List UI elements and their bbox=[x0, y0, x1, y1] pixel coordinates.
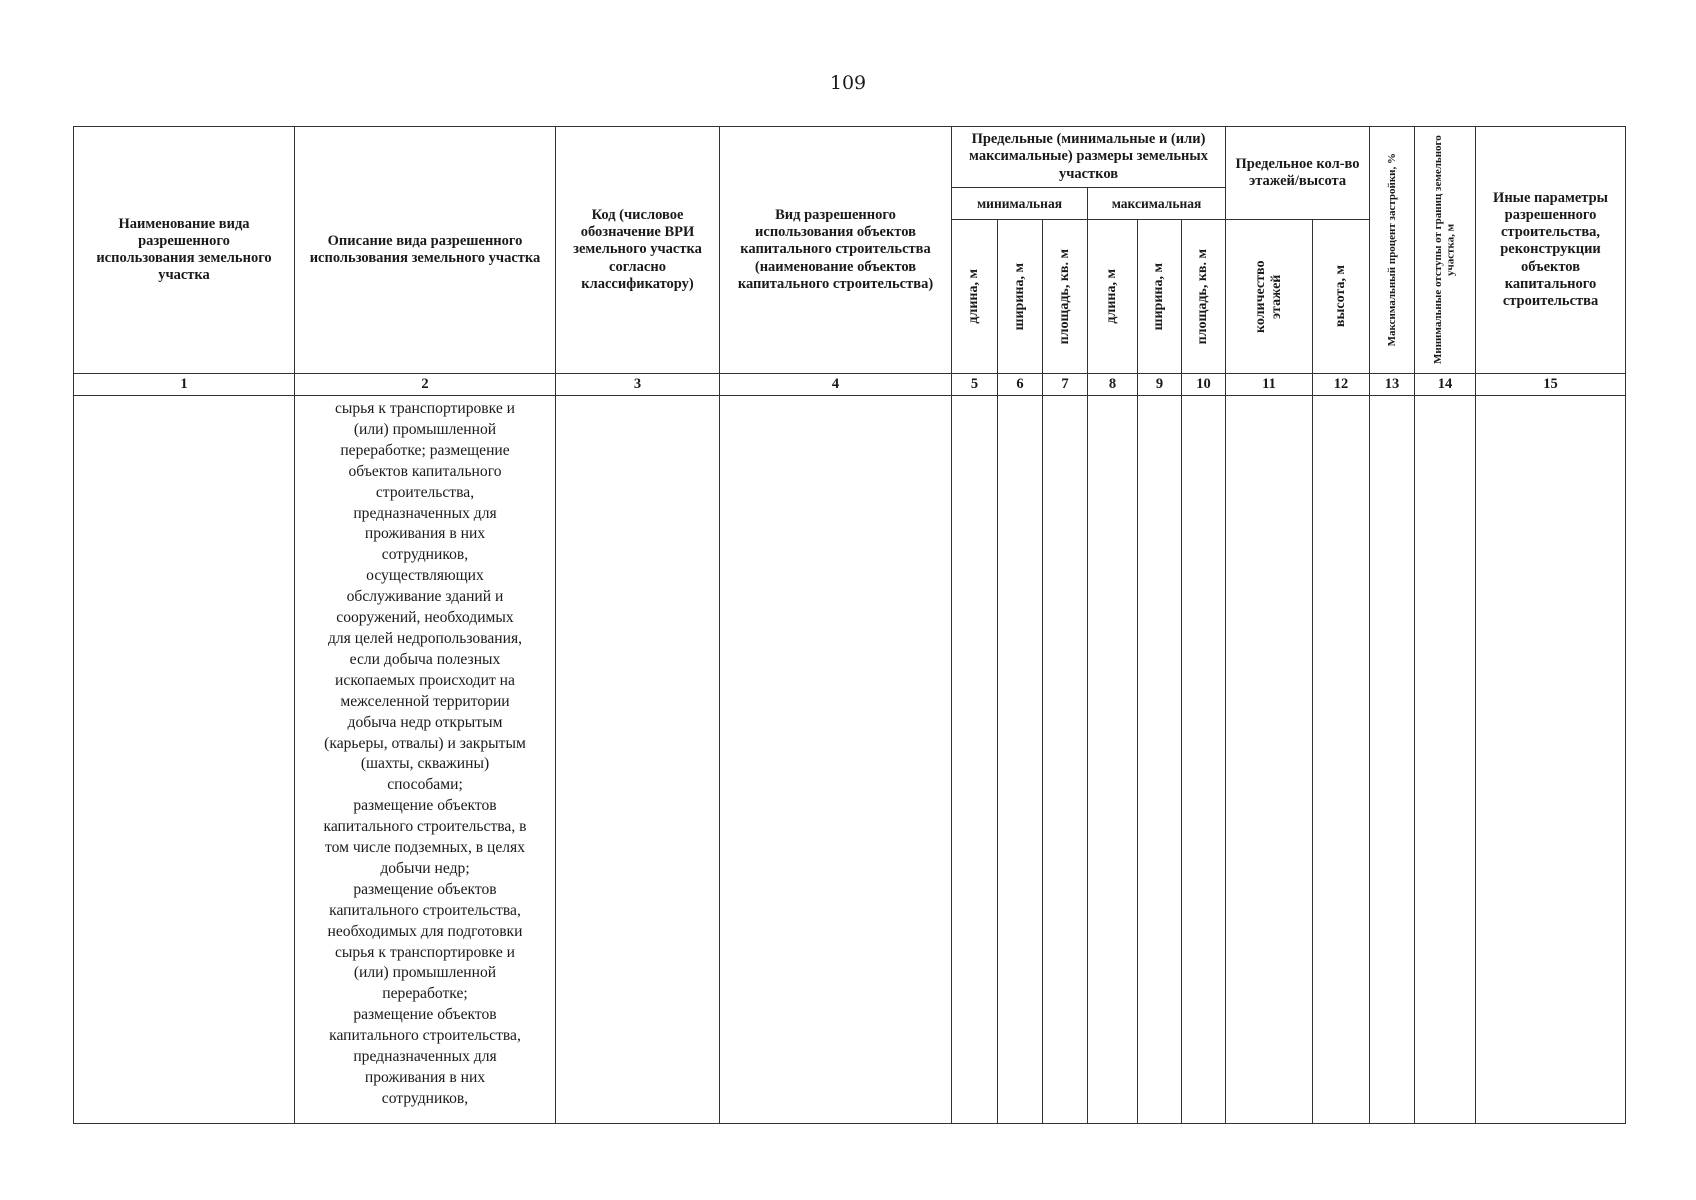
header-max-area bbox=[1182, 220, 1226, 374]
description-line: добыча недр открытым bbox=[347, 713, 503, 731]
description-line: объектов капитального bbox=[348, 462, 502, 480]
header-max-width-label: ширина, м bbox=[1151, 262, 1167, 331]
description-line: размещение объектов bbox=[353, 1006, 497, 1024]
header-size-group bbox=[952, 127, 1226, 188]
column-number: 12 bbox=[1313, 374, 1370, 396]
cell-max-length bbox=[1088, 396, 1138, 1124]
header-max-length bbox=[1088, 220, 1138, 374]
description-line: предназначенных для bbox=[353, 504, 497, 522]
description-line: капитального строительства, в bbox=[323, 818, 527, 836]
table-row bbox=[74, 396, 1626, 1124]
column-number: 14 bbox=[1415, 374, 1476, 396]
header-height bbox=[1313, 220, 1370, 374]
column-number: 11 bbox=[1226, 374, 1313, 396]
header-col-1 bbox=[74, 127, 295, 374]
description-line: сотрудников, bbox=[381, 546, 469, 564]
cell-use-name bbox=[74, 396, 295, 1124]
cell-floors-count bbox=[1226, 396, 1313, 1124]
cell-other-params bbox=[1476, 396, 1626, 1124]
description-line: предназначенных для bbox=[353, 1048, 497, 1066]
cell-min-area bbox=[1043, 396, 1088, 1124]
description-line: (или) промышленной bbox=[353, 420, 497, 438]
description-line: (карьеры, отвалы) и закрытым bbox=[324, 734, 526, 752]
description-line: капитального строительства, bbox=[329, 901, 521, 919]
header-min-width bbox=[998, 220, 1043, 374]
description-line: сотрудников, bbox=[381, 1089, 469, 1107]
header-col-3 bbox=[556, 127, 720, 374]
header-max-area-label: площадь, кв. м bbox=[1195, 248, 1211, 345]
header-max-length-label: длина, м bbox=[1104, 269, 1120, 324]
description-line: капитального строительства, bbox=[329, 1027, 521, 1045]
header-min-area-label: площадь, кв. м bbox=[1056, 248, 1072, 345]
column-number: 10 bbox=[1182, 374, 1226, 396]
description-line: если добыча полезных bbox=[349, 650, 501, 668]
description-line: проживания в них bbox=[364, 1069, 486, 1086]
description-line: размещение объектов bbox=[353, 880, 497, 898]
description-line: обслуживание зданий и bbox=[346, 588, 504, 606]
header-height-label: высота, м bbox=[1332, 265, 1348, 328]
cell-min-width bbox=[998, 396, 1043, 1124]
description-line: строительства, bbox=[375, 483, 475, 501]
description-line: переработке; bbox=[382, 985, 468, 1003]
description-line: необходимых для подготовки bbox=[327, 922, 523, 940]
column-number: 5 bbox=[952, 374, 998, 396]
cell-max-area bbox=[1182, 396, 1226, 1124]
header-setbacks-label: Минимальные отступы от границ земельного участка, м bbox=[1432, 135, 1458, 365]
header-floors-count-label: количество этажей bbox=[1252, 260, 1285, 333]
header-floors-group bbox=[1226, 127, 1370, 220]
header-row-1 bbox=[74, 127, 1626, 188]
description-line: (шахты, скважины) bbox=[360, 755, 490, 773]
description-line: сырья к транспортировке и bbox=[334, 400, 516, 417]
description-line: том числе подземных, в целях bbox=[324, 839, 526, 857]
zoning-parameters-table bbox=[73, 126, 1626, 1124]
header-floors-group-label: Предельное кол-во этажей/высота bbox=[1235, 155, 1360, 189]
header-col-1-label: Наименование вида разрешенного использования земельного участка bbox=[96, 215, 272, 284]
description-text bbox=[295, 396, 555, 1110]
header-max-group-label: максимальная bbox=[1111, 195, 1202, 211]
header-max-width bbox=[1138, 220, 1182, 374]
description-line: (или) промышленной bbox=[353, 964, 497, 982]
column-number: 7 bbox=[1043, 374, 1088, 396]
header-col-2 bbox=[295, 127, 556, 374]
header-col-4 bbox=[720, 127, 952, 374]
description-line: проживания в них bbox=[364, 525, 486, 543]
column-number: 13 bbox=[1370, 374, 1415, 396]
cell-code bbox=[556, 396, 720, 1124]
column-number: 3 bbox=[556, 374, 720, 396]
description-line: межселенной территории bbox=[340, 692, 510, 710]
header-setbacks bbox=[1415, 127, 1476, 374]
description-line: осуществляющих bbox=[366, 567, 484, 585]
cell-use-description bbox=[295, 396, 556, 1124]
header-min-group-label: минимальная bbox=[976, 195, 1063, 211]
description-line: сооружений, необходимых bbox=[336, 609, 514, 627]
cell-setbacks bbox=[1415, 396, 1476, 1124]
description-line: сырья к транспортировке и bbox=[334, 943, 516, 961]
header-coverage-label: Максимальный процент застройки, % bbox=[1385, 153, 1398, 347]
header-col-4-label: Вид разрешенного использования объектов капитального строительства (наименование объектов капитального строительства) bbox=[737, 207, 934, 292]
header-col-2-label: Описание вида разрешенного использования земельного участка bbox=[309, 232, 541, 266]
header-min-length bbox=[952, 220, 998, 374]
page-number: 109 bbox=[829, 72, 867, 94]
header-col-3-label: Код (числовое обозначение ВРИ земельного участка согласно классификатору) bbox=[573, 207, 702, 292]
column-number: 1 bbox=[74, 374, 295, 396]
header-min-group bbox=[952, 188, 1088, 220]
description-line: ископаемых происходит на bbox=[335, 671, 515, 689]
description-line: добычи недр; bbox=[380, 859, 470, 877]
column-number: 8 bbox=[1088, 374, 1138, 396]
header-size-group-label: Предельные (минимальные и (или) максимальные) размеры земельных участков bbox=[969, 131, 1208, 182]
description-line: для целей недропользования, bbox=[327, 629, 523, 647]
description-line: размещение объектов bbox=[353, 797, 497, 815]
column-number: 2 bbox=[295, 374, 556, 396]
header-max-group bbox=[1088, 188, 1226, 220]
header-floors-count bbox=[1226, 220, 1313, 374]
column-numbers-row bbox=[74, 374, 1626, 396]
description-line: переработке; размещение bbox=[340, 441, 510, 459]
cell-coverage bbox=[1370, 396, 1415, 1124]
header-coverage bbox=[1370, 127, 1415, 374]
header-col-15 bbox=[1476, 127, 1626, 374]
cell-capital-use bbox=[720, 396, 952, 1124]
header-min-length-label: длина, м bbox=[966, 269, 982, 324]
header-min-area bbox=[1043, 220, 1088, 374]
cell-min-length bbox=[952, 396, 998, 1124]
header-col-15-label: Иные параметры разрешенного строительства, реконструкции объектов капитального строительства bbox=[1493, 190, 1608, 309]
column-number: 6 bbox=[998, 374, 1043, 396]
column-number: 4 bbox=[720, 374, 952, 396]
column-number: 15 bbox=[1476, 374, 1626, 396]
cell-max-width bbox=[1138, 396, 1182, 1124]
cell-height bbox=[1313, 396, 1370, 1124]
description-line: способами; bbox=[387, 776, 463, 794]
column-number: 9 bbox=[1138, 374, 1182, 396]
header-min-width-label: ширина, м bbox=[1011, 262, 1027, 331]
